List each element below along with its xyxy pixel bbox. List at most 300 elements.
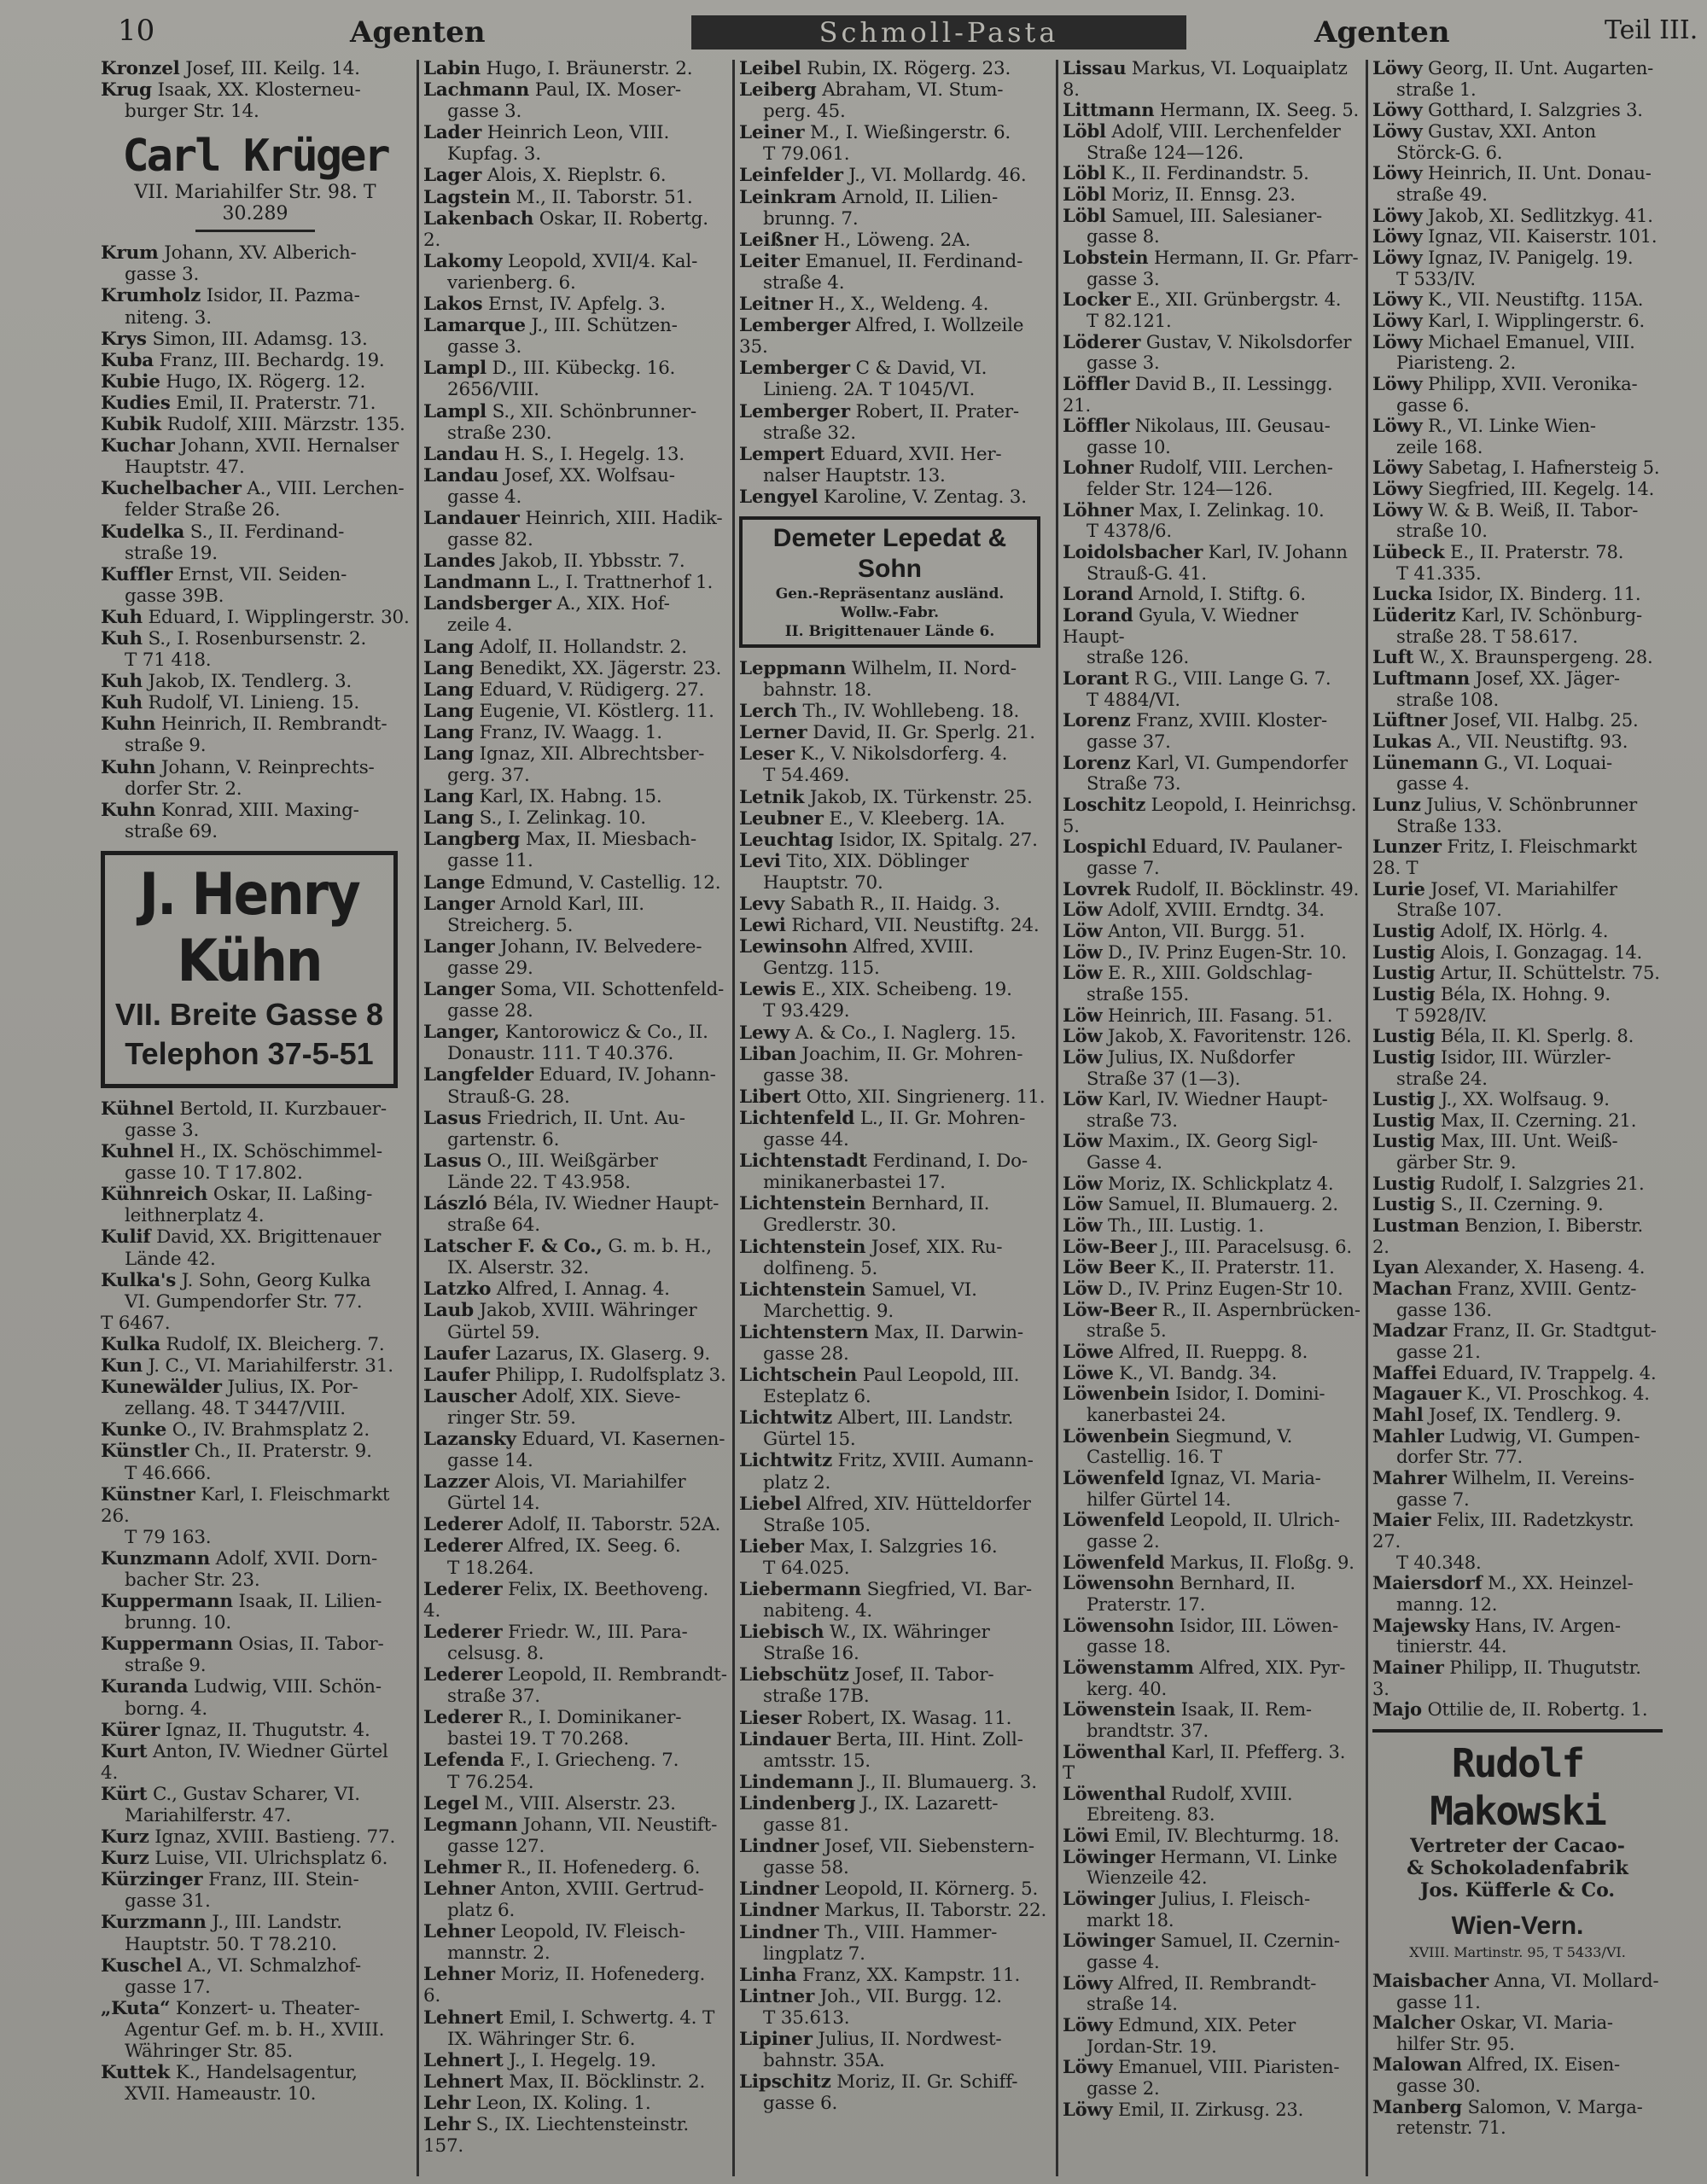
directory-entry	[101, 1955, 410, 1998]
entry-name: Löbl	[1063, 162, 1106, 184]
entry-details: Julius, II. Nordwest-	[818, 2028, 1002, 2050]
entry-name: Lehr	[423, 2114, 470, 2135]
entry-details: G. m. b. H.,	[608, 1236, 712, 1258]
entry-continuation: Ebreiteng. 83.	[1087, 1803, 1215, 1826]
entry-details: Markus, II. Taborstr. 22.	[824, 1900, 1047, 1922]
directory-entry	[423, 1300, 727, 1342]
directory-entry	[423, 701, 727, 722]
entry-details: Edmund, XIX. Peter	[1118, 2014, 1296, 2036]
entry-details: Alfred, XVIII.	[853, 936, 974, 958]
entry-continuation: gasse 3.	[447, 101, 522, 123]
entry-details: Johann, XV. Alberich-	[164, 242, 357, 265]
directory-entry	[101, 1912, 410, 1954]
entry-details: Franz, IV. Waagg. 1.	[479, 721, 662, 743]
entry-continuation: Straße 16.	[763, 1643, 859, 1665]
entry-details: Alfred, I. Annag. 4.	[496, 1278, 670, 1301]
entry-details: Franz, XX. Kampstr. 11.	[802, 1964, 1021, 1986]
entry-name: Levy	[739, 894, 784, 915]
entry-name: Legmann	[423, 1814, 518, 1836]
entry-name: Kühnreich	[101, 1184, 208, 1206]
entry-details: Alfred, II. Rueppg. 8.	[1119, 1341, 1308, 1363]
directory-entry	[1372, 647, 1663, 668]
entry-name: Löwy	[1372, 415, 1423, 437]
entry-name: Löw	[1063, 919, 1103, 941]
entry-continuation: Agentur Gef. m. b. H., XVIII. Währinger Str. 85.	[125, 2018, 385, 2063]
entry-name: Löwi	[1063, 1825, 1110, 1847]
entry-name: Lohner	[1063, 457, 1133, 479]
entry-continuation: Mariahilferstr. 47.	[125, 1805, 292, 1826]
directory-entry	[1063, 1257, 1361, 1278]
entry-name: Lang	[423, 636, 474, 658]
directory-entry	[423, 1622, 727, 1664]
entry-name: Leiner	[739, 122, 805, 144]
entry-name: Lindemann	[739, 1771, 854, 1793]
entry-continuation: perg. 45.	[763, 101, 846, 123]
entry-name: Löw	[1063, 962, 1103, 984]
entry-continuation: mannstr. 2.	[447, 1942, 551, 1965]
entry-details: W., X. Braunspergeng. 28.	[1419, 646, 1653, 668]
entry-details: Th., IV. Wohllebeng. 18.	[802, 701, 1020, 723]
directory-entry	[1372, 1699, 1663, 1721]
entry-details: Maxim., IX. Georg Sigl-	[1107, 1130, 1318, 1152]
entry-details: Johann, XVII. Hernalser	[180, 435, 399, 457]
entry-details: Béla, IV. Wiedner Haupt-	[492, 1192, 720, 1214]
entry-name: Liban	[739, 1043, 796, 1065]
entry-details: Karl, II. Pfefferg. 3. T	[1063, 1740, 1346, 1784]
directory-entry	[423, 1022, 727, 1064]
directory-entry	[101, 1377, 410, 1419]
entry-continuation: Strauß-G. 28.	[447, 1086, 570, 1108]
entry-name: Lampl	[423, 400, 486, 422]
entry-details: Alfred, IX. Seeg. 6.	[508, 1535, 681, 1558]
entry-details: Isidor, IX. Spitalg. 27.	[839, 829, 1038, 851]
entry-details: S., I. Rosenbursenstr. 2.	[148, 627, 367, 649]
entry-details: K., VI. Proschkog. 4.	[1466, 1383, 1650, 1405]
entry-name: Libert	[739, 1086, 801, 1108]
entry-name: Löwenstamm	[1063, 1656, 1194, 1678]
ad-line: VII. Mariahilfer Str. 98. T 30.289	[134, 182, 376, 225]
entry-name: Lissau	[1063, 57, 1127, 79]
entry-details: Max, II. Darwin-	[874, 1321, 1023, 1343]
entry-details: F., I. Griecheng. 7.	[510, 1750, 679, 1772]
directory-entry	[101, 1548, 410, 1591]
entry-continuation: borng. 4.	[125, 1698, 207, 1720]
header-section: Teil III.	[1605, 15, 1698, 45]
directory-entry	[423, 2114, 727, 2157]
directory-entry	[1372, 605, 1663, 647]
directory-entry	[739, 1450, 1051, 1493]
entry-details: D., IV. Prinz Eugen-Str 10.	[1107, 1278, 1343, 1300]
directory-entry	[739, 165, 1051, 186]
entry-name: Lerch	[739, 701, 797, 723]
entry-continuation: straße 69.	[125, 820, 218, 842]
ad-line: VII. Breite Gasse 8	[114, 996, 384, 1032]
directory-entry	[739, 1237, 1051, 1279]
directory-entry	[1063, 963, 1361, 1005]
entry-details: K., VI. Bandg. 34.	[1119, 1361, 1278, 1383]
entry-details: Josef, II. Tabor-	[854, 1664, 994, 1686]
entry-name: Lindner	[739, 1900, 819, 1922]
entry-name: Kuppermann	[101, 1634, 233, 1656]
entry-name: Luft	[1372, 646, 1414, 668]
directory-entry	[1372, 921, 1663, 942]
directory-entry	[101, 671, 410, 692]
entry-name: Loschitz	[1063, 793, 1146, 815]
directory-entry	[1372, 1383, 1663, 1405]
entry-continuation: straße 126.	[1087, 646, 1190, 668]
directory-entry	[1372, 542, 1663, 584]
entry-details: Samuel, II. Czernin-	[1160, 1930, 1340, 1952]
entry-name: Kulif	[101, 1226, 151, 1249]
directory-entry	[739, 1900, 1051, 1921]
directory-entry	[1063, 710, 1361, 752]
entry-details: E., XII. Grünbergstr. 4.	[1136, 288, 1342, 311]
ad-line: II. Brigittenauer Lände 6.	[784, 622, 995, 640]
entry-continuation: gasse 30.	[1396, 2075, 1481, 2097]
entry-name: Lichtenstein	[739, 1278, 866, 1301]
entry-name: Leinkram	[739, 186, 836, 208]
directory-entry	[739, 486, 1051, 508]
entry-continuation: T 41.335.	[1396, 562, 1482, 584]
entry-details: H. S., I. Hegelg. 13.	[504, 443, 685, 465]
entry-name: Labin	[423, 58, 481, 79]
entry-details: Rudolf, VIII. Lerchen-	[1139, 457, 1333, 479]
entry-name: Lewis	[739, 979, 796, 1001]
ad-line: Vertreter der Cacao-	[1410, 1834, 1625, 1857]
entry-details: S., I. Zelinkag. 10.	[479, 807, 646, 830]
entry-details: Heinrich, II. Unt. Donau-	[1428, 162, 1652, 184]
directory-entry	[101, 1720, 410, 1741]
entry-continuation: platz 2.	[763, 1471, 831, 1494]
entry-name: Lehmer	[423, 1856, 501, 1878]
directory-entry	[739, 851, 1051, 894]
entry-name: Lengyel	[739, 486, 819, 508]
entry-details: S., II. Czerning. 9.	[1440, 1193, 1604, 1215]
directory-entry	[1372, 1405, 1663, 1426]
entry-continuation: gasse 136.	[1396, 1298, 1492, 1320]
entry-details: Josef, VII. Halbg. 25.	[1452, 709, 1639, 731]
directory-entry	[101, 1826, 410, 1848]
directory-entry	[423, 979, 727, 1022]
entry-name: Lünemann	[1372, 751, 1478, 773]
entry-details: Julius, I. Fleisch-	[1160, 1888, 1310, 1910]
entry-name: Leiter	[739, 250, 800, 272]
directory-entry	[739, 1729, 1051, 1772]
directory-entry	[423, 1471, 727, 1514]
entry-continuation: Jordan-Str. 19.	[1087, 2035, 1217, 2057]
entry-details: Markus, VI. Loquaiplatz 8.	[1063, 57, 1348, 100]
entry-name: Langer	[423, 935, 495, 958]
directory-entry	[739, 1365, 1051, 1407]
entry-name: Lakos	[423, 294, 483, 316]
directory-entry	[423, 294, 727, 315]
entry-details: Eduard, I. Wipplingerstr. 30.	[148, 606, 410, 628]
directory-entry	[739, 187, 1051, 230]
entry-continuation: straße 108.	[1396, 688, 1500, 710]
entry-name: Lang	[423, 700, 474, 722]
directory-entry	[739, 358, 1051, 400]
entry-details: Leopold, II. Ulrich-	[1169, 1509, 1340, 1531]
entry-name: Löw	[1063, 1088, 1103, 1110]
entry-continuation: nalser Hauptstr. 13.	[763, 464, 946, 486]
entry-details: L., I. Trattnerhof 1.	[536, 572, 714, 594]
entry-details: R., II. Hofenederg. 6.	[506, 1856, 701, 1878]
entry-details: J. Sohn, Georg Kulka	[181, 1269, 371, 1291]
entry-details: Josef, IX. Tendlerg. 9.	[1429, 1404, 1622, 1425]
entry-details: J., III. Schützen-	[531, 315, 678, 337]
entry-details: J., III. Landstr.	[212, 1912, 342, 1934]
entry-name: Lindner	[739, 1878, 819, 1901]
directory-entry	[1372, 248, 1663, 289]
directory-entry	[423, 1429, 727, 1471]
entry-name: Kuranda	[101, 1676, 189, 1698]
directory-entry	[1063, 163, 1361, 184]
entry-name: Lustig	[1372, 1045, 1436, 1068]
entry-continuation: T 18.264.	[447, 1557, 534, 1579]
entry-details: Adolf, II. Taborstr. 52A.	[508, 1514, 721, 1536]
entry-name: Lospichl	[1063, 836, 1147, 858]
entry-continuation: Hauptstr. 47.	[125, 457, 245, 479]
entry-continuation: retenstr. 71.	[1396, 2117, 1506, 2139]
entry-details: Ignaz, VII. Kaiserstr. 101.	[1428, 225, 1657, 248]
entry-name: Kun	[101, 1355, 143, 1377]
entry-details: Alfred, XIV. Hütteldorfer	[807, 1493, 1031, 1515]
entry-name: Löw	[1063, 1025, 1103, 1047]
entry-name: Lintner	[739, 1985, 815, 2007]
directory-entry	[423, 1707, 727, 1750]
entry-name: Mahl	[1372, 1404, 1424, 1425]
directory-entry	[423, 1664, 727, 1707]
entry-name: Lang	[423, 678, 474, 701]
entry-details: Josef, XX. Wolfsau-	[504, 464, 675, 486]
directory-entry	[1063, 184, 1361, 206]
directory-entry	[1063, 900, 1361, 921]
directory-entry	[423, 1579, 727, 1622]
entry-details: Gustav, XXI. Anton	[1428, 119, 1596, 142]
directory-entry	[423, 122, 727, 165]
entry-details: Karl, IX. Habng. 15.	[479, 786, 662, 808]
entry-details: Hugo, I. Bräunerstr. 2.	[486, 58, 693, 79]
header-left-title: Agenten	[350, 15, 486, 50]
directory-entry	[1063, 1552, 1361, 1574]
directory-entry	[739, 1536, 1051, 1579]
entry-name: Lichtenstein	[739, 1193, 866, 1215]
entry-name: Lindauer	[739, 1728, 830, 1750]
directory-entry	[101, 58, 410, 79]
entry-name: Lüderitz	[1372, 604, 1456, 626]
entry-name: Löwenfeld	[1063, 1551, 1165, 1573]
entry-name: Kuhn	[101, 756, 156, 778]
entry-details: J. C., VI. Mariahilferstr. 31.	[148, 1355, 393, 1377]
entry-name: Kuffler	[101, 563, 173, 585]
directory-entry	[1372, 1573, 1663, 1615]
directory-entry	[101, 1313, 410, 1334]
entry-details: Rudolf, I. Salzgries 21.	[1440, 1172, 1645, 1194]
entry-name: Laufer	[423, 1342, 490, 1365]
entry-details: Jakob, IX. Türkenstr. 25.	[809, 786, 1033, 808]
entry-details: Markus, II. Floßg. 9.	[1169, 1551, 1355, 1573]
entry-details: Lazarus, IX. Glaserg. 9.	[495, 1342, 710, 1365]
entry-name: Kubik	[101, 414, 161, 436]
entry-name: Lustig	[1372, 982, 1436, 1005]
directory-entry	[1372, 1194, 1663, 1215]
directory-entry	[739, 658, 1051, 701]
directory-entry	[101, 1184, 410, 1226]
entry-name: Majo	[1372, 1698, 1422, 1721]
entry-continuation: gasse 4.	[447, 486, 522, 508]
entry-details: E. R., XIII. Goldschlag-	[1107, 962, 1313, 984]
entry-name: Langer	[423, 893, 495, 915]
entry-name: Löw	[1063, 941, 1103, 963]
entry-details: Oskar, II. Robertg. 2.	[423, 207, 708, 251]
entry-name: Kunewälder	[101, 1377, 222, 1399]
entry-details: S., II. Ferdinand-	[189, 521, 345, 543]
directory-entry	[1063, 1699, 1361, 1741]
entry-details: J., VI. Mollardg. 46.	[848, 165, 1027, 187]
ad-line: Wien-Vern.	[1451, 1911, 1584, 1940]
entry-continuation: gasse 6.	[1396, 393, 1470, 416]
entry-continuation: straße 73.	[1087, 1109, 1178, 1131]
entry-name: Langer	[423, 979, 495, 1001]
entry-details: Ludwig, VI. Gumpen-	[1449, 1424, 1640, 1447]
entry-name: Langberg	[423, 829, 521, 851]
directory-entry	[739, 1279, 1051, 1322]
entry-name: Löwy	[1372, 309, 1423, 331]
entry-details: S., IX. Liechtensteinstr. 157.	[423, 2114, 690, 2158]
entry-continuation: straße 17B.	[763, 1686, 870, 1708]
entry-name: Lovrek	[1063, 877, 1131, 900]
directory-entry	[1372, 836, 1663, 878]
entry-continuation: IX. Alserstr. 32.	[447, 1257, 589, 1279]
directory-entry	[101, 1998, 410, 2062]
entry-name: Kuhnel	[101, 1141, 174, 1163]
entry-continuation: straße 49.	[1396, 183, 1488, 205]
entry-details: Georg, II. Unt. Augarten-	[1428, 57, 1654, 79]
entry-details: R., II. Aspernbrücken-	[1162, 1298, 1360, 1320]
entry-details: M., XX. Heinzel-	[1487, 1572, 1634, 1594]
directory-entry	[1063, 1973, 1361, 2015]
entry-continuation: tinierstr. 44.	[1396, 1635, 1507, 1657]
directory-entry	[423, 1386, 727, 1429]
entry-name: Leitner	[739, 294, 813, 316]
entry-details: Jakob, X. Favoritenstr. 126.	[1107, 1025, 1352, 1047]
entry-name: Lorenz	[1063, 751, 1131, 773]
entry-details: Karl, I. Fleischmarkt 26.	[101, 1483, 390, 1527]
entry-name: Kürt	[101, 1783, 148, 1805]
entry-continuation: hilfer Str. 95.	[1396, 2032, 1515, 2054]
directory-entry	[1063, 2100, 1361, 2121]
entry-name: Lang	[423, 807, 474, 830]
entry-name: Lustig	[1372, 1130, 1436, 1152]
directory-entry	[1063, 1026, 1361, 1047]
directory-entry	[1063, 1194, 1361, 1215]
entry-details: Ottilie de, II. Robertg. 1.	[1427, 1698, 1648, 1721]
entry-continuation: straße 1.	[1396, 78, 1477, 100]
entry-name: Lustig	[1372, 1025, 1436, 1047]
directory-entry	[101, 564, 410, 607]
entry-name: Löwy	[1063, 2098, 1113, 2120]
entry-name: Löwy	[1372, 246, 1423, 268]
entry-name: Mainer	[1372, 1656, 1444, 1678]
entry-name: Krug	[101, 79, 152, 102]
ad-line: Demeter Lepedat & Sohn	[772, 523, 1007, 583]
directory-entry	[101, 435, 410, 478]
entry-name: Kudelka	[101, 521, 185, 543]
entry-details: Isaak, XX. Klosterneu-	[157, 79, 361, 102]
entry-details: Franz, III. Bechardg. 19.	[159, 349, 385, 371]
entry-continuation: gasse 3.	[1087, 267, 1160, 289]
entry-name: Kürzinger	[101, 1869, 203, 1891]
entry-continuation: gasse 37.	[1087, 731, 1171, 752]
entry-details: Ernst, IV. Apfelg. 3.	[488, 294, 666, 316]
directory-entry	[423, 1750, 727, 1792]
entry-name: Lustman	[1372, 1214, 1459, 1237]
entry-name: Leiberg	[739, 79, 817, 102]
directory-entry	[1063, 1742, 1361, 1784]
directory-entry	[101, 628, 410, 671]
entry-continuation: gasse 39B.	[125, 585, 224, 607]
entry-details: Gotthard, I. Salzgries 3.	[1428, 99, 1643, 121]
entry-details: L., II. Gr. Mohren-	[859, 1107, 1026, 1129]
entry-details: Eduard, IV. Johann-	[539, 1064, 716, 1086]
entry-details: Isidor, I. Domini-	[1175, 1383, 1325, 1405]
entry-name: Landmann	[423, 572, 532, 594]
entry-details: Ignaz, VI. Maria-	[1169, 1466, 1321, 1488]
entry-details: David, II. Gr. Sperlg. 21.	[813, 722, 1035, 744]
entry-continuation: straße 24.	[1396, 1067, 1488, 1089]
entry-details: Albert, III. Landstr.	[837, 1407, 1014, 1430]
entry-continuation: Streicherg. 5.	[447, 914, 574, 936]
directory-entry	[101, 800, 410, 842]
directory-entry	[101, 1270, 410, 1313]
entry-name: Lindner	[739, 1921, 819, 1943]
directory-entry	[1372, 163, 1663, 205]
entry-details: J., IX. Lazarett-	[860, 1792, 999, 1814]
entry-details: Leon, IX. Koling. 1.	[475, 2092, 651, 2114]
entry-details: Anton, IV. Wiedner Gürtel 4.	[101, 1740, 388, 1784]
directory-entry	[1063, 457, 1361, 499]
entry-details: Benzion, I. Biberstr. 2.	[1372, 1214, 1643, 1257]
entry-continuation: gasse 2.	[1087, 1529, 1160, 1552]
entry-name: Kuppermann	[101, 1591, 233, 1613]
directory-entry	[101, 1484, 410, 1548]
entry-name: Lang	[423, 657, 474, 679]
entry-name: Lemberger	[739, 400, 850, 422]
entry-details: C., Gustav Scharer, VI.	[152, 1783, 360, 1805]
entry-details: Leopold, IV. Fleisch-	[500, 1921, 685, 1943]
entry-details: Arnold Karl, III.	[500, 893, 644, 915]
directory-entry	[423, 2093, 727, 2114]
directory-entry	[739, 1986, 1051, 2029]
entry-name: Majewsky	[1372, 1614, 1470, 1636]
entry-name: Löw	[1063, 899, 1103, 921]
entry-continuation: bahnstr. 35A.	[763, 2050, 885, 2072]
page-header	[102, 10, 1698, 57]
entry-name: Kuschel	[101, 1954, 183, 1977]
entry-name: Lustig	[1372, 919, 1436, 941]
entry-details: Jakob, IX. Tendlerg. 3.	[148, 671, 352, 693]
entry-name: Kurt	[101, 1740, 148, 1762]
entry-continuation: Hauptstr. 70.	[763, 871, 883, 894]
directory-entry	[423, 208, 727, 251]
entry-name: Kürer	[101, 1719, 160, 1741]
entry-details: Julius, IX. Por-	[227, 1377, 358, 1399]
entry-continuation: Marchettig. 9.	[763, 1300, 894, 1322]
page-number: 10	[118, 14, 155, 48]
directory-entry	[739, 444, 1051, 486]
ad-line: Jos. Küfferle & Co.	[1419, 1878, 1616, 1902]
entry-name: Lefenda	[423, 1750, 504, 1772]
